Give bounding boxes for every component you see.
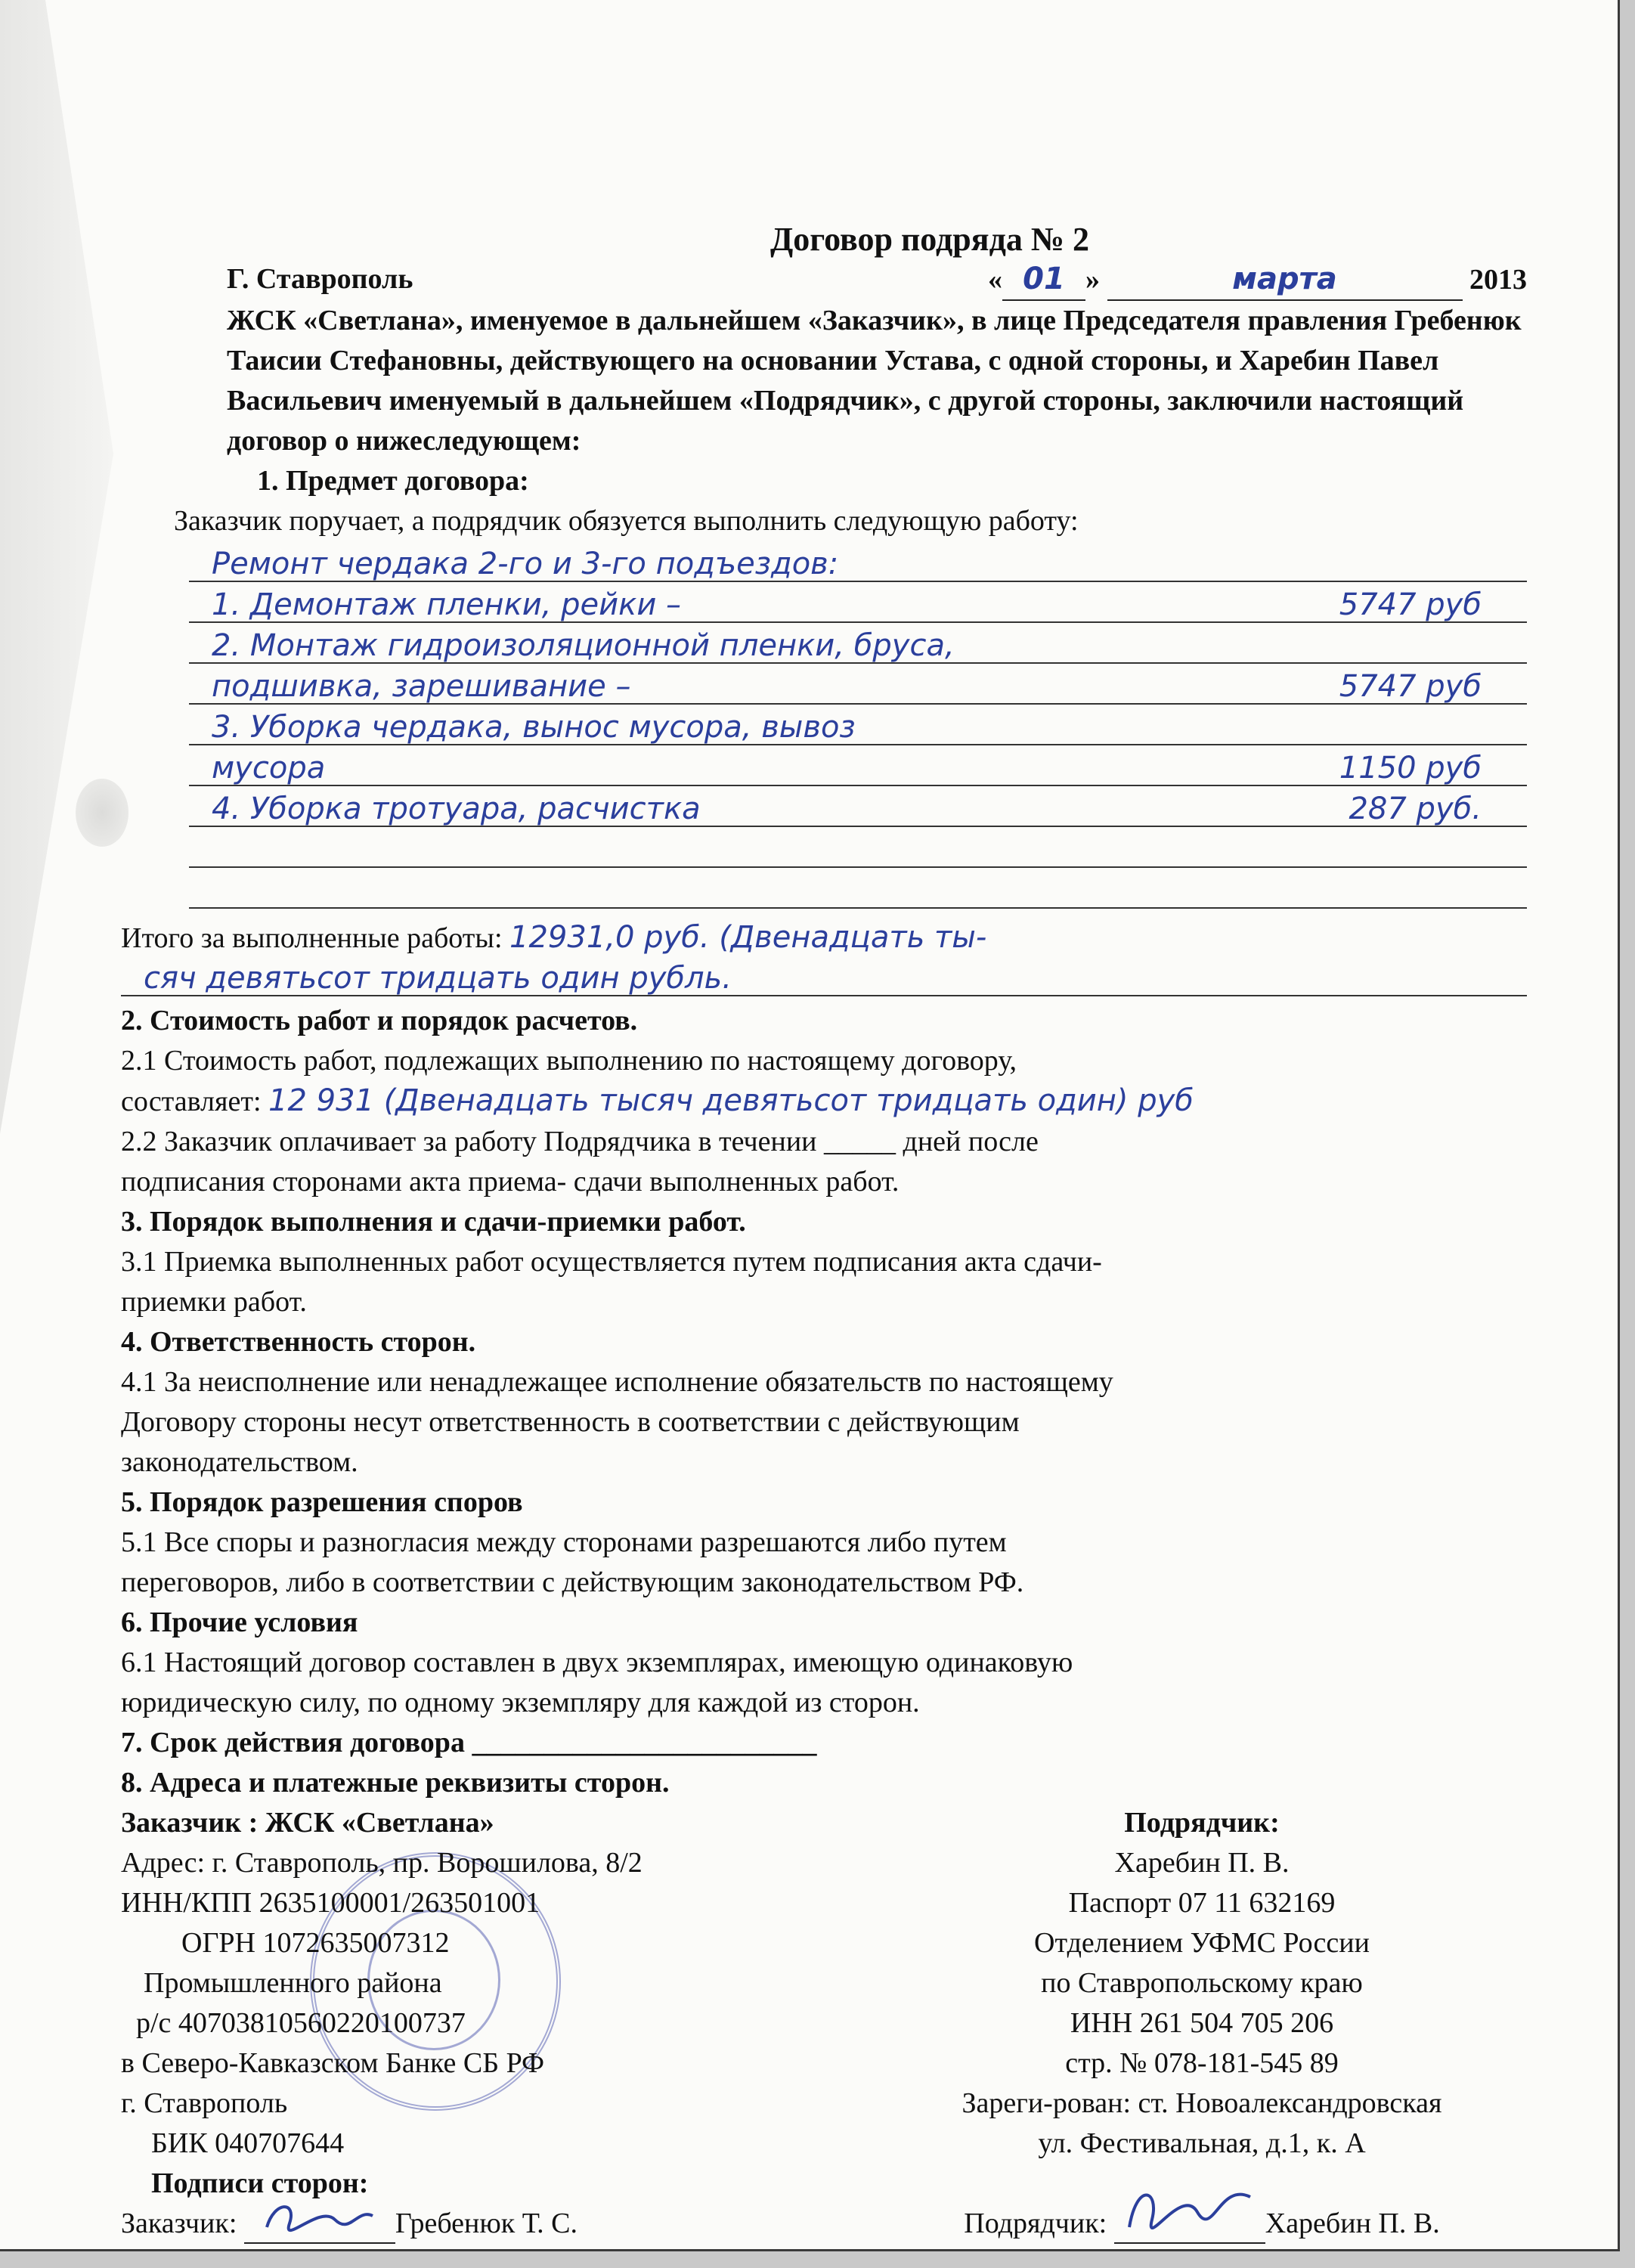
section-4-p1c: законодательством.	[121, 1446, 358, 1478]
work-line-empty	[189, 871, 1527, 909]
total-row	[121, 918, 1527, 959]
contractor-inn: ИНН 261 504 705 206	[1070, 2007, 1334, 2039]
work-line	[189, 544, 1527, 582]
customer-address: Адрес: г. Ставрополь, пр. Ворошилова, 8/2	[121, 1847, 643, 1879]
customer-account: р/с 40703810560220100737	[136, 2007, 466, 2039]
section-6-p1b: юридическую силу, по одному экземпляру для каждой из сторон.	[121, 1687, 920, 1718]
party-details	[121, 1803, 1527, 2244]
contractor-sign-name: Харебин П. В.	[1265, 2208, 1440, 2239]
customer-ogrn: ОГРН 1072635007312	[181, 1927, 450, 1959]
customer-details	[121, 1803, 741, 2244]
section-2-heading: 2. Стоимость работ и порядок расчетов.	[121, 1005, 638, 1036]
city: Г. Ставрополь	[227, 263, 413, 295]
work-item-3-sum: 1150 руб	[1339, 751, 1482, 785]
date-block	[988, 259, 1527, 301]
contractor-region: по Ставропольскому краю	[1041, 1967, 1363, 1999]
intro-paragraph: ЖСК «Светлана», именуемое в дальнейшем «Заказчик», в лице Председателя правления Гребенюк Таисии Стефановны, действующего на основании Устава, с одной стороны, и Харебин Павел Васильевич именуемый в дальнейшем «Подрядчик», с другой стороны, заключили настоящий договор о нижеследующем:	[227, 305, 1522, 457]
work-item-2: 2. Монтаж гидроизоляционной пленки, бруса,	[212, 628, 955, 663]
section-2-p1: 2.1 Стоимость работ, подлежащих выполнению по настоящему договору,	[121, 1045, 1017, 1077]
signatures-heading: Подписи сторон:	[151, 2167, 369, 2199]
contractor-passport: Паспорт 07 11 632169	[1068, 1887, 1336, 1919]
work-item-1: 1. Демонтаж пленки, рейки –	[212, 587, 682, 622]
contractor-name: Харебин П. В.	[1114, 1847, 1290, 1879]
contractor-street: ул. Фестивальная, д.1, к. А	[1038, 2127, 1366, 2159]
customer-signature-row	[121, 2204, 741, 2244]
contractor-signature	[1114, 2209, 1265, 2244]
date-month: марта	[1107, 259, 1463, 301]
total-amount: 12931,0 руб. (Двенадцать ты-	[509, 920, 987, 955]
section-4-heading: 4. Ответственность сторон.	[121, 1326, 476, 1358]
section-3-heading: 3. Порядок выполнения и сдачи-приемки работ.	[121, 1206, 746, 1238]
work-line	[189, 789, 1527, 827]
work-line	[189, 708, 1527, 745]
section-3-p1b: приемки работ.	[121, 1286, 307, 1318]
contractor-sign-label: Подрядчик:	[964, 2208, 1107, 2239]
section-7-heading: 7. Срок действия договора ________________________	[121, 1727, 817, 1758]
contractor-heading: Подрядчик:	[1124, 1807, 1280, 1839]
work-item-3: 3. Уборка чердака, вынос мусора, вывоз	[212, 710, 856, 745]
work-item-3-cont: мусора	[212, 751, 326, 785]
customer-bik: БИК 040707644	[151, 2127, 345, 2159]
section-2-amount: 12 931 (Двенадцать тысяч девятьсот тридцать один) руб	[268, 1083, 1194, 1118]
section-2-p2b: подписания сторонами акта приема- сдачи выполненных работ.	[121, 1166, 900, 1198]
work-line	[189, 667, 1527, 705]
work-item-4: 4. Уборка тротуара, расчистка	[212, 792, 701, 826]
contractor-signature-row	[877, 2204, 1527, 2244]
customer-signature-scribble	[244, 2197, 395, 2242]
work-item-2-sum: 5747 руб	[1339, 669, 1482, 704]
date-open-quote: «	[988, 264, 1002, 296]
section-5-p1b: переговоров, либо в соответствии с действующим законодательством РФ.	[121, 1566, 1024, 1598]
contractor-snils: стр. № 078-181-545 89	[1065, 2047, 1339, 2079]
contractor-issuer: Отделением УФМС России	[1034, 1927, 1370, 1959]
work-line-empty	[189, 830, 1527, 868]
contractor-details	[877, 1803, 1527, 2244]
section-5-heading: 5. Порядок разрешения споров	[121, 1486, 523, 1518]
total-label: Итого за выполненные работы:	[121, 922, 503, 954]
work-line	[189, 585, 1527, 623]
folded-corner	[0, 0, 113, 1134]
contractor-signature-scribble	[1114, 2182, 1265, 2242]
section-6-heading: 6. Прочие условия	[121, 1606, 358, 1638]
work-line	[189, 626, 1527, 664]
punch-hole	[76, 779, 129, 847]
document-title: Договор подряда № 2	[770, 221, 1090, 258]
customer-heading: Заказчик : ЖСК «Светлана»	[121, 1807, 494, 1839]
date-day: 01	[1002, 259, 1085, 301]
date-close-quote: »	[1085, 264, 1100, 296]
customer-inn: ИНН/КПП 2635100001/263501001	[121, 1887, 540, 1919]
work-header: Ремонт чердака 2-го и 3-го подъездов:	[212, 547, 839, 581]
customer-district: Промышленного района	[144, 1967, 442, 1999]
section-1-heading: 1. Предмет договора:	[257, 465, 529, 497]
city-date-row	[227, 259, 1527, 301]
section-5-p1: 5.1 Все споры и разногласия между сторонами разрешаются либо путем	[121, 1526, 1007, 1558]
work-item-2-cont: подшивка, зарешивание –	[212, 669, 631, 704]
customer-signature	[244, 2209, 395, 2244]
customer-sign-label: Заказчик:	[121, 2208, 237, 2239]
contractor-registered: Зареги-рован: ст. Новоалександровская	[961, 2087, 1442, 2119]
work-list	[189, 544, 1527, 909]
total-amount-cont: сяч девятьсот тридцать один рубль.	[144, 961, 732, 996]
contract-body	[121, 219, 1527, 2244]
section-2-p1b: составляет:	[121, 1086, 262, 1117]
customer-bank: в Северо-Кавказском Банке СБ РФ	[121, 2047, 545, 2079]
work-item-4-sum: 287 руб.	[1349, 792, 1482, 826]
date-year: 2013	[1469, 264, 1527, 296]
total-line	[121, 959, 1527, 996]
customer-city: г. Ставрополь	[121, 2087, 288, 2119]
section-4-p1b: Договору стороны несут ответственность в соответствии с действующим	[121, 1406, 1020, 1438]
section-6-p1: 6.1 Настоящий договор составлен в двух экземплярах, имеющую одинаковую	[121, 1647, 1073, 1678]
section-1-text: Заказчик поручает, а подрядчик обязуется выполнить следующую работу:	[174, 505, 1079, 537]
section-8-heading: 8. Адреса и платежные реквизиты сторон.	[121, 1767, 670, 1799]
section-3-p1: 3.1 Приемка выполненных работ осуществляется путем подписания акта сдачи-	[121, 1246, 1102, 1278]
work-item-1-sum: 5747 руб	[1339, 587, 1482, 622]
section-2-p1b-row	[121, 1081, 1527, 1122]
work-line	[189, 748, 1527, 786]
section-4-p1: 4.1 За неисполнение или ненадлежащее исполнение обязательств по настоящему	[121, 1366, 1113, 1398]
sections-block	[121, 1001, 1527, 2244]
section-2-p2: 2.2 Заказчик оплачивает за работу Подрядчика в течении _____ дней после	[121, 1126, 1039, 1157]
customer-sign-name: Гребенюк Т. С.	[395, 2208, 578, 2239]
